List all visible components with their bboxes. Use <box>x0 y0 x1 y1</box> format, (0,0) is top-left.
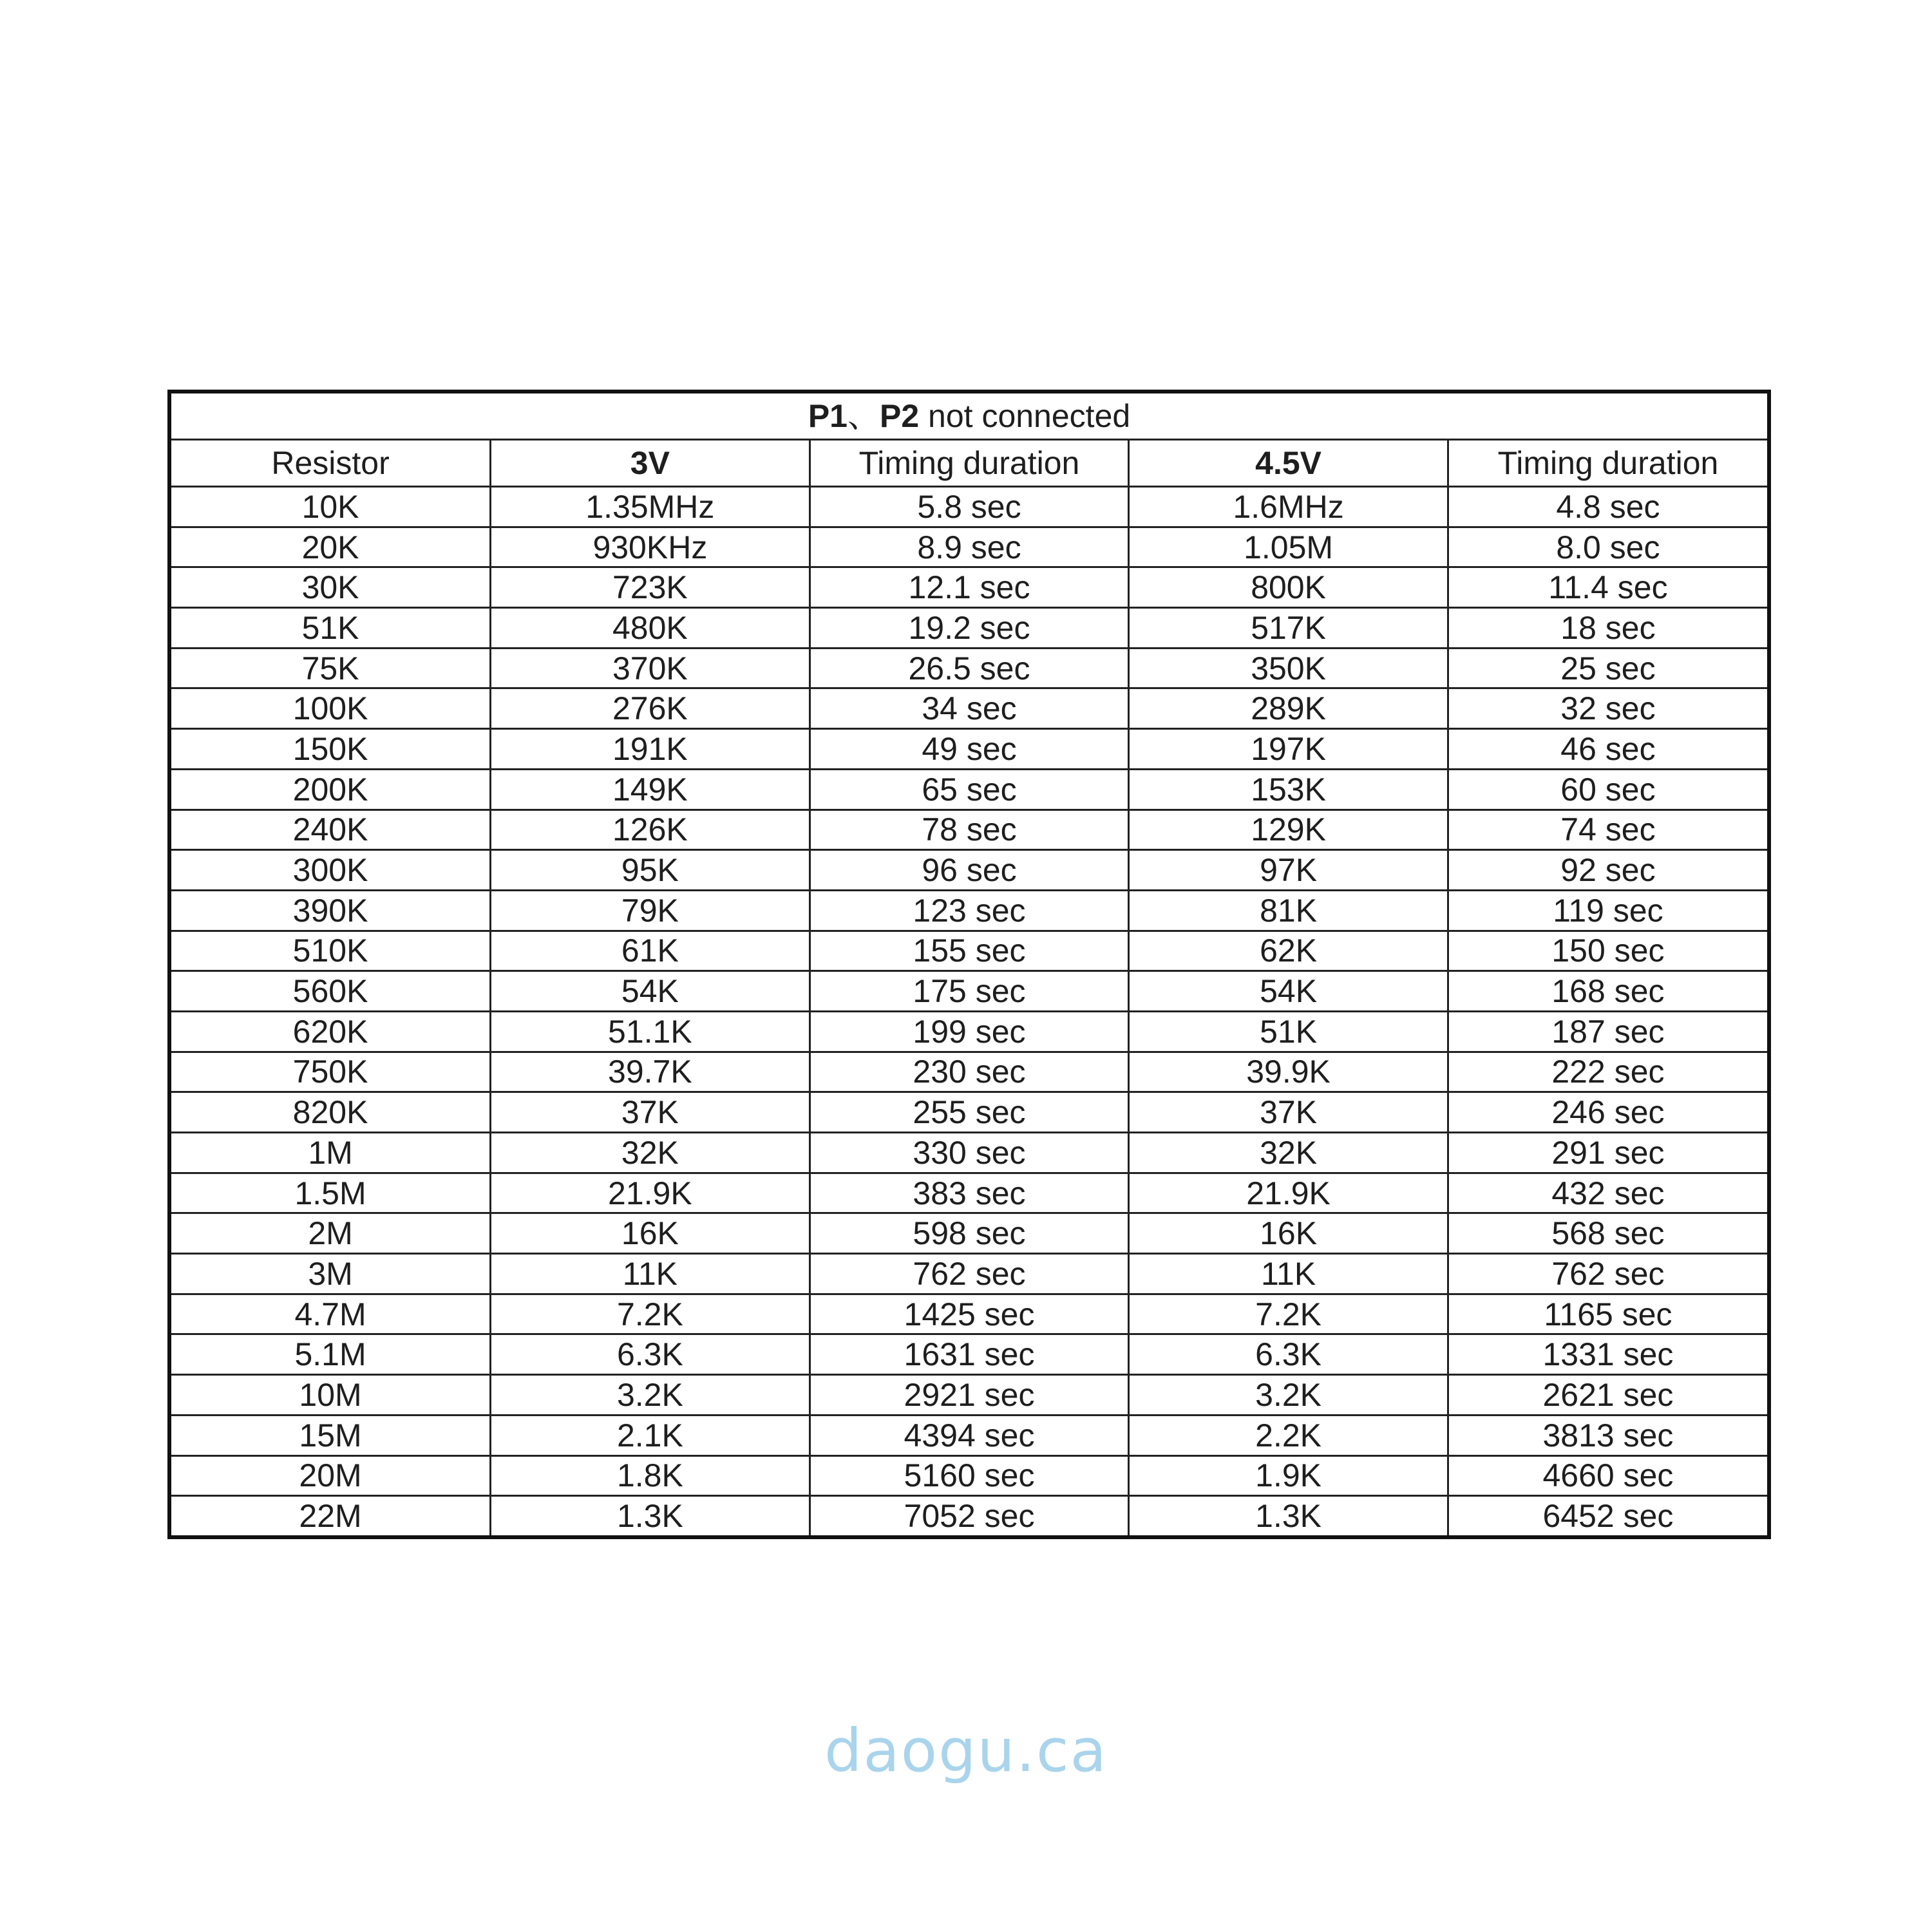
resistor-cell: 1.5M <box>171 1173 491 1213</box>
header-resistor: Resistor <box>171 440 491 487</box>
freq-4-5v-cell: 2.2K <box>1129 1415 1448 1455</box>
timing-4-5v-cell: 60 sec <box>1448 769 1767 810</box>
timing-3v-cell: 49 sec <box>810 729 1129 770</box>
freq-4-5v-cell: 1.9K <box>1129 1455 1448 1496</box>
timing-table-body <box>171 393 1767 1535</box>
table-row <box>171 769 1767 810</box>
resistor-cell: 1M <box>171 1133 491 1173</box>
table-row <box>171 487 1767 527</box>
timing-4-5v-cell: 92 sec <box>1448 850 1767 891</box>
freq-4-5v-cell: 3.2K <box>1129 1375 1448 1416</box>
freq-3v-cell: 723K <box>491 567 810 608</box>
table-row <box>171 688 1767 729</box>
title-row <box>171 393 1767 440</box>
resistor-cell: 51K <box>171 608 491 649</box>
timing-3v-cell: 199 sec <box>810 1011 1129 1052</box>
timing-3v-cell: 175 sec <box>810 971 1129 1012</box>
freq-3v-cell: 54K <box>491 971 810 1012</box>
freq-4-5v-cell: 21.9K <box>1129 1173 1448 1213</box>
resistor-cell: 20K <box>171 527 491 567</box>
timing-3v-cell: 1425 sec <box>810 1294 1129 1334</box>
title-p1: P1 <box>808 398 848 434</box>
freq-4-5v-cell: 350K <box>1129 648 1448 688</box>
resistor-cell: 10K <box>171 487 491 527</box>
resistor-cell: 22M <box>171 1496 491 1535</box>
timing-3v-cell: 12.1 sec <box>810 567 1129 608</box>
timing-4-5v-cell: 25 sec <box>1448 648 1767 688</box>
table-row <box>171 1052 1767 1092</box>
freq-4-5v-cell: 6.3K <box>1129 1334 1448 1375</box>
freq-4-5v-cell: 97K <box>1129 850 1448 891</box>
resistor-cell: 300K <box>171 850 491 891</box>
timing-4-5v-cell: 2621 sec <box>1448 1375 1767 1416</box>
table-row <box>171 648 1767 688</box>
table-row <box>171 1092 1767 1133</box>
table-row <box>171 1455 1767 1496</box>
resistor-cell: 750K <box>171 1052 491 1092</box>
timing-3v-cell: 598 sec <box>810 1213 1129 1254</box>
freq-4-5v-cell: 1.05M <box>1129 527 1448 567</box>
header-3v: 3V <box>491 440 810 487</box>
timing-3v-cell: 1631 sec <box>810 1334 1129 1375</box>
freq-4-5v-cell: 16K <box>1129 1213 1448 1254</box>
freq-3v-cell: 930KHz <box>491 527 810 567</box>
freq-3v-cell: 39.7K <box>491 1052 810 1092</box>
table-row <box>171 850 1767 891</box>
freq-3v-cell: 2.1K <box>491 1415 810 1455</box>
freq-3v-cell: 126K <box>491 810 810 850</box>
timing-4-5v-cell: 32 sec <box>1448 688 1767 729</box>
table-row <box>171 608 1767 649</box>
resistor-cell: 200K <box>171 769 491 810</box>
timing-table-sheet <box>167 390 1771 1539</box>
resistor-cell: 620K <box>171 1011 491 1052</box>
freq-3v-cell: 6.3K <box>491 1334 810 1375</box>
timing-4-5v-cell: 119 sec <box>1448 890 1767 931</box>
freq-3v-cell: 1.3K <box>491 1496 810 1535</box>
freq-3v-cell: 16K <box>491 1213 810 1254</box>
freq-3v-cell: 51.1K <box>491 1011 810 1052</box>
table-row <box>171 1011 1767 1052</box>
watermark-text: daogu.ca <box>824 1716 1108 1785</box>
resistor-cell: 20M <box>171 1455 491 1496</box>
timing-3v-cell: 5.8 sec <box>810 487 1129 527</box>
timing-4-5v-cell: 246 sec <box>1448 1092 1767 1133</box>
timing-4-5v-cell: 18 sec <box>1448 608 1767 649</box>
table-row <box>171 1375 1767 1416</box>
freq-3v-cell: 370K <box>491 648 810 688</box>
timing-4-5v-cell: 4.8 sec <box>1448 487 1767 527</box>
timing-3v-cell: 26.5 sec <box>810 648 1129 688</box>
freq-4-5v-cell: 7.2K <box>1129 1294 1448 1334</box>
timing-4-5v-cell: 3813 sec <box>1448 1415 1767 1455</box>
freq-3v-cell: 191K <box>491 729 810 770</box>
header-row <box>171 440 1767 487</box>
timing-4-5v-cell: 11.4 sec <box>1448 567 1767 608</box>
timing-4-5v-cell: 168 sec <box>1448 971 1767 1012</box>
timing-3v-cell: 383 sec <box>810 1173 1129 1213</box>
timing-3v-cell: 8.9 sec <box>810 527 1129 567</box>
timing-3v-cell: 78 sec <box>810 810 1129 850</box>
timing-3v-cell: 5160 sec <box>810 1455 1129 1496</box>
freq-3v-cell: 276K <box>491 688 810 729</box>
timing-table <box>171 393 1767 1535</box>
timing-4-5v-cell: 762 sec <box>1448 1254 1767 1294</box>
table-row <box>171 1133 1767 1173</box>
resistor-cell: 4.7M <box>171 1294 491 1334</box>
freq-3v-cell: 11K <box>491 1254 810 1294</box>
freq-3v-cell: 1.8K <box>491 1455 810 1496</box>
freq-3v-cell: 37K <box>491 1092 810 1133</box>
freq-4-5v-cell: 289K <box>1129 688 1448 729</box>
timing-4-5v-cell: 291 sec <box>1448 1133 1767 1173</box>
table-row <box>171 1496 1767 1535</box>
freq-3v-cell: 149K <box>491 769 810 810</box>
header-timing-3v: Timing duration <box>810 440 1129 487</box>
timing-3v-cell: 123 sec <box>810 890 1129 931</box>
freq-3v-cell: 480K <box>491 608 810 649</box>
timing-3v-cell: 230 sec <box>810 1052 1129 1092</box>
timing-4-5v-cell: 150 sec <box>1448 931 1767 971</box>
freq-3v-cell: 3.2K <box>491 1375 810 1416</box>
timing-3v-cell: 4394 sec <box>810 1415 1129 1455</box>
timing-4-5v-cell: 4660 sec <box>1448 1455 1767 1496</box>
timing-3v-cell: 155 sec <box>810 931 1129 971</box>
timing-4-5v-cell: 222 sec <box>1448 1052 1767 1092</box>
timing-4-5v-cell: 6452 sec <box>1448 1496 1767 1535</box>
timing-3v-cell: 19.2 sec <box>810 608 1129 649</box>
resistor-cell: 75K <box>171 648 491 688</box>
freq-4-5v-cell: 129K <box>1129 810 1448 850</box>
timing-3v-cell: 330 sec <box>810 1133 1129 1173</box>
resistor-cell: 10M <box>171 1375 491 1416</box>
freq-4-5v-cell: 1.6MHz <box>1129 487 1448 527</box>
freq-4-5v-cell: 1.3K <box>1129 1496 1448 1535</box>
freq-3v-cell: 32K <box>491 1133 810 1173</box>
header-timing-4-5v: Timing duration <box>1448 440 1767 487</box>
resistor-cell: 5.1M <box>171 1334 491 1375</box>
resistor-cell: 150K <box>171 729 491 770</box>
resistor-cell: 15M <box>171 1415 491 1455</box>
timing-4-5v-cell: 46 sec <box>1448 729 1767 770</box>
freq-4-5v-cell: 800K <box>1129 567 1448 608</box>
table-row <box>171 567 1767 608</box>
freq-4-5v-cell: 54K <box>1129 971 1448 1012</box>
table-row <box>171 1294 1767 1334</box>
freq-3v-cell: 61K <box>491 931 810 971</box>
timing-3v-cell: 65 sec <box>810 769 1129 810</box>
table-row <box>171 729 1767 770</box>
table-row <box>171 1334 1767 1375</box>
timing-4-5v-cell: 8.0 sec <box>1448 527 1767 567</box>
timing-4-5v-cell: 568 sec <box>1448 1213 1767 1254</box>
title-rest: not connected <box>919 398 1131 434</box>
timing-4-5v-cell: 187 sec <box>1448 1011 1767 1052</box>
freq-3v-cell: 21.9K <box>491 1173 810 1213</box>
freq-3v-cell: 7.2K <box>491 1294 810 1334</box>
freq-4-5v-cell: 517K <box>1129 608 1448 649</box>
timing-4-5v-cell: 1331 sec <box>1448 1334 1767 1375</box>
resistor-cell: 2M <box>171 1213 491 1254</box>
timing-3v-cell: 2921 sec <box>810 1375 1129 1416</box>
freq-3v-cell: 79K <box>491 890 810 931</box>
table-row <box>171 810 1767 850</box>
timing-3v-cell: 34 sec <box>810 688 1129 729</box>
freq-4-5v-cell: 197K <box>1129 729 1448 770</box>
timing-3v-cell: 7052 sec <box>810 1496 1129 1535</box>
freq-4-5v-cell: 11K <box>1129 1254 1448 1294</box>
timing-4-5v-cell: 1165 sec <box>1448 1294 1767 1334</box>
table-row <box>171 1173 1767 1213</box>
timing-3v-cell: 255 sec <box>810 1092 1129 1133</box>
freq-4-5v-cell: 153K <box>1129 769 1448 810</box>
table-row <box>171 1254 1767 1294</box>
resistor-cell: 240K <box>171 810 491 850</box>
table-row <box>171 890 1767 931</box>
freq-3v-cell: 1.35MHz <box>491 487 810 527</box>
resistor-cell: 820K <box>171 1092 491 1133</box>
table-row <box>171 1213 1767 1254</box>
freq-4-5v-cell: 51K <box>1129 1011 1448 1052</box>
table-title <box>171 393 1767 440</box>
timing-4-5v-cell: 74 sec <box>1448 810 1767 850</box>
resistor-cell: 3M <box>171 1254 491 1294</box>
freq-4-5v-cell: 37K <box>1129 1092 1448 1133</box>
freq-4-5v-cell: 32K <box>1129 1133 1448 1173</box>
title-p2: P2 <box>879 398 920 434</box>
resistor-cell: 510K <box>171 931 491 971</box>
header-4-5v: 4.5V <box>1129 440 1448 487</box>
freq-4-5v-cell: 62K <box>1129 931 1448 971</box>
table-row <box>171 527 1767 567</box>
freq-4-5v-cell: 81K <box>1129 890 1448 931</box>
resistor-cell: 560K <box>171 971 491 1012</box>
freq-4-5v-cell: 39.9K <box>1129 1052 1448 1092</box>
resistor-cell: 30K <box>171 567 491 608</box>
table-row <box>171 1415 1767 1455</box>
timing-3v-cell: 762 sec <box>810 1254 1129 1294</box>
freq-3v-cell: 95K <box>491 850 810 891</box>
timing-3v-cell: 96 sec <box>810 850 1129 891</box>
title-separator: 、 <box>847 398 880 434</box>
resistor-cell: 100K <box>171 688 491 729</box>
table-row <box>171 931 1767 971</box>
timing-4-5v-cell: 432 sec <box>1448 1173 1767 1213</box>
table-row <box>171 971 1767 1012</box>
resistor-cell: 390K <box>171 890 491 931</box>
